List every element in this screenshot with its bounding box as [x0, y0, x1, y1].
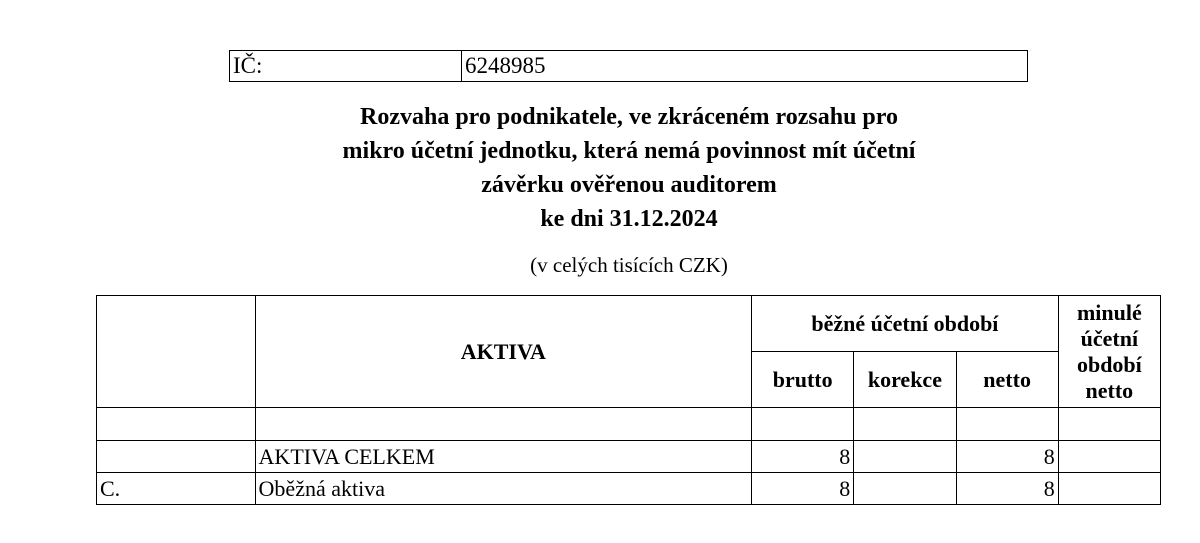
- title-line: Rozvaha pro podnikatele, ve zkráceném rozsahu pro: [360, 104, 898, 130]
- header-assets: AKTIVA: [255, 296, 752, 408]
- header-korekce: korekce: [854, 352, 956, 408]
- header-row: [97, 296, 1161, 352]
- header-netto: netto: [956, 352, 1058, 408]
- header-previous-line: účetní: [1080, 325, 1139, 351]
- row-korekce: [854, 473, 956, 505]
- ic-value: 6248985: [462, 51, 1028, 82]
- row-netto: 8: [956, 441, 1058, 473]
- title-date-line: ke dni 31.12.2024: [540, 206, 718, 232]
- identification-row: [230, 51, 1028, 82]
- document-title: [0, 100, 1200, 236]
- header-brutto: brutto: [752, 352, 854, 408]
- ic-label: IČ:: [230, 51, 462, 82]
- column-number-empty: [97, 408, 256, 441]
- table-row: [97, 441, 1161, 473]
- header-previous-period: [1058, 296, 1160, 408]
- title-line: mikro účetní jednotku, která nemá povinnost mít účetní: [342, 138, 916, 164]
- column-number-row: [97, 408, 1161, 441]
- header-previous-line: minulé: [1076, 299, 1142, 325]
- row-previous: [1058, 441, 1160, 473]
- row-name: AKTIVA CELKEM: [255, 441, 752, 473]
- column-number-4: [1058, 408, 1160, 441]
- header-current-period: běžné účetní období: [752, 296, 1059, 352]
- identification-table: [229, 50, 1028, 82]
- row-previous: [1058, 473, 1160, 505]
- table-row: [97, 473, 1161, 505]
- header-code-cell: [97, 296, 256, 408]
- column-number-2: [854, 408, 956, 441]
- row-netto: 8: [956, 473, 1058, 505]
- column-number-1: [752, 408, 854, 441]
- title-line: závěrku ověřenou auditorem: [481, 172, 777, 198]
- header-previous-line: období: [1076, 351, 1142, 377]
- row-brutto: 8: [752, 441, 854, 473]
- row-code: C.: [97, 473, 256, 505]
- column-number-3: [956, 408, 1058, 441]
- column-number-empty: [255, 408, 752, 441]
- header-previous-line: netto: [1085, 377, 1134, 403]
- row-code: [97, 441, 256, 473]
- row-korekce: [854, 441, 956, 473]
- units-note: (v celých tisících CZK): [530, 253, 728, 277]
- row-name: Oběžná aktiva: [255, 473, 752, 505]
- row-brutto: 8: [752, 473, 854, 505]
- balance-sheet-table: [96, 295, 1161, 505]
